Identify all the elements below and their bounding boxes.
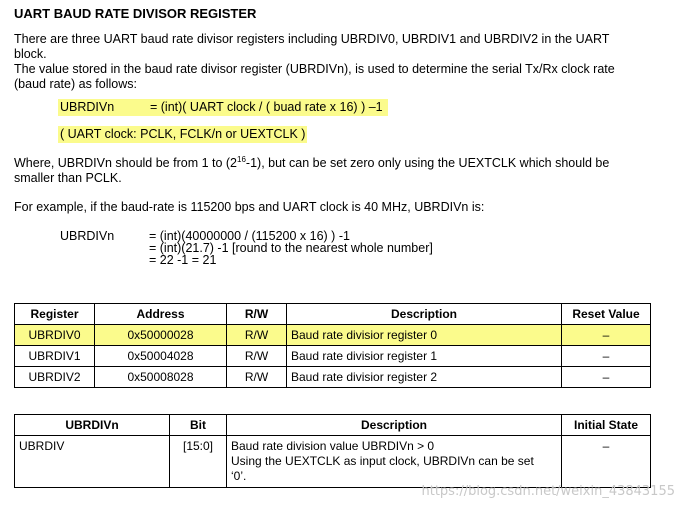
col-initial-state: Initial State [562,415,651,436]
cell-description: Baud rate divisior register 1 [287,346,562,367]
cell-reset-value: – [562,325,651,346]
cell-rw: R/W [227,346,287,367]
where-line1: Where, UBRDIVn should be from 1 to $(2^{16}-1)$, but can be set zero only using the UEXTCLK which should be [14,154,610,170]
formula-highlight [58,99,388,116]
cell-address: 0x50008028 [95,367,227,388]
col-description: Description [287,304,562,325]
example-label: UBRDIVn [60,229,115,243]
cell-description: Baud rate divisior register 2 [287,367,562,388]
cell-register: UBRDIV2 [15,367,95,388]
intro-p1-line2: block. [14,47,47,61]
example-step-2: = (int)(21.7) -1 [round to the nearest whole number] [149,241,433,255]
col-reset-value: Reset Value [562,304,651,325]
col-address: Address [95,304,227,325]
where-paragraph [14,156,674,186]
cell-name: UBRDIV [15,436,170,488]
bit-table-header [15,415,651,436]
cell-address: 0x50000028 [95,325,227,346]
cell-register: UBRDIV1 [15,346,95,367]
example-step-3: = 22 -1 = 21 [149,253,217,267]
intro-p2-line1: The value stored in the baud rate divisor register (UBRDIVn), is used to determine the serial Tx/Rx clock rate [14,62,615,76]
table-row [15,325,651,346]
intro-paragraph-2 [14,62,674,92]
watermark-text: https://blog.csdn.net/weixin_43843155 [421,484,675,499]
cell-reset-value: – [562,346,651,367]
table-row [15,367,651,388]
example-intro: For example, if the baud-rate is 115200 bps and UART clock is 40 MHz, UBRDIVn is: [14,200,485,214]
col-register: Register [15,304,95,325]
bit-table [14,414,651,488]
cell-description: Baud rate divisior register 0 [287,325,562,346]
cell-address: 0x50004028 [95,346,227,367]
desc-line-1: Baud rate division value UBRDIVn > 0 [231,439,435,453]
register-table [14,303,651,388]
formula-rhs: = (int)( UART clock / ( buad rate x 16) ) –1 [150,100,383,114]
cell-rw: R/W [227,367,287,388]
cell-bit: [15:0] [170,436,227,488]
col-bit-description: Description [227,415,562,436]
intro-p2-line2: (baud rate) as follows: [14,77,137,91]
col-bit: Bit [170,415,227,436]
cell-rw: R/W [227,325,287,346]
col-rw: R/W [227,304,287,325]
cell-initial-state: – [562,436,651,488]
intro-paragraph-1 [14,32,674,62]
desc-line-3: ‘0’. [231,469,247,483]
table-row [15,346,651,367]
register-table-header [15,304,651,325]
table-row [15,436,651,488]
formula-lhs: UBRDIVn [60,100,115,114]
example-step-1: = (int)(40000000 / (115200 x 16) ) -1 [149,229,350,243]
cell-bit-description [227,436,562,488]
where-line2: smaller than PCLK. [14,171,122,185]
page-title: UART BAUD RATE DIVISOR REGISTER [14,6,257,21]
col-ubrdivn: UBRDIVn [15,415,170,436]
formula-clock-note: ( UART clock: PCLK, FCLK/n or UEXTCLK ) [60,127,306,141]
desc-line-2: Using the UEXTCLK as input clock, UBRDIVn can be set [231,454,534,468]
cell-reset-value: – [562,367,651,388]
cell-register: UBRDIV0 [15,325,95,346]
exponent: 16 [237,154,246,164]
intro-p1-line1: There are three UART baud rate divisor registers including UBRDIV0, UBRDIV1 and UBRDIV2 in the UART [14,32,610,46]
